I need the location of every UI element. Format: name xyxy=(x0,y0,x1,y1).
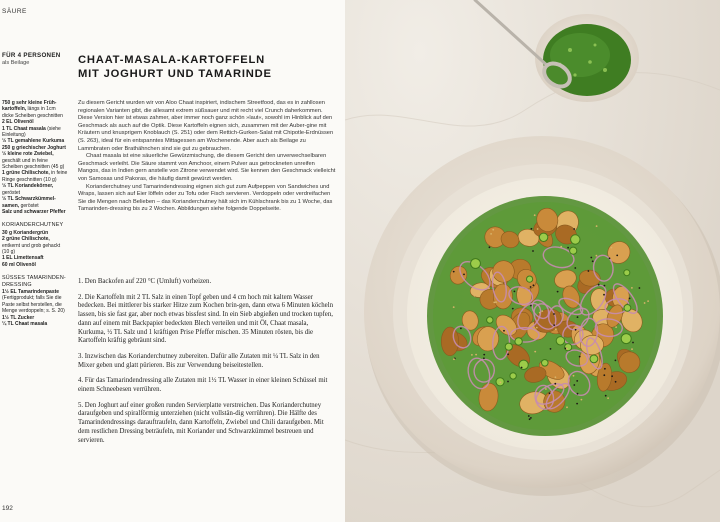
seed xyxy=(631,287,633,289)
ingredient-amount: 2 grüne Chilischote, xyxy=(2,236,50,243)
chili-ring xyxy=(624,270,630,276)
seed xyxy=(567,247,569,249)
seed xyxy=(483,357,485,359)
seed xyxy=(588,270,590,272)
ingredient-note: entkernt und grob gehackt (10 g) xyxy=(2,242,61,255)
food-photo xyxy=(345,0,720,522)
seed xyxy=(592,260,594,262)
seed xyxy=(553,324,555,326)
seed xyxy=(604,285,606,287)
seed xyxy=(523,232,525,234)
left-page xyxy=(0,0,345,522)
ingredient-item xyxy=(2,289,68,315)
seed xyxy=(605,395,607,397)
chili-ring xyxy=(527,276,533,282)
seed xyxy=(453,358,455,360)
ingredient-note: geschält und in feine Scheiben geschnitten (45 g) xyxy=(2,157,65,171)
recipe-title-line2: MIT JOGHURT UND TAMARINDE xyxy=(78,68,272,80)
seed xyxy=(555,328,557,330)
seed xyxy=(521,367,523,369)
ingredient-amount: 250 g griechischer Joghurt xyxy=(2,144,66,151)
ingredient-amount: 1 TL Chaat masala xyxy=(2,125,46,132)
seed xyxy=(453,271,455,273)
method-steps xyxy=(78,278,336,452)
chili-ring xyxy=(590,355,598,363)
seed xyxy=(503,330,505,332)
seed xyxy=(553,313,555,315)
seed xyxy=(573,384,575,386)
section-label: SÄURE xyxy=(2,8,27,15)
ingredients-main xyxy=(2,100,68,215)
seed xyxy=(541,310,543,312)
seed xyxy=(463,274,465,276)
seed xyxy=(534,214,536,216)
seed xyxy=(549,392,551,394)
seed xyxy=(581,399,583,401)
seed xyxy=(500,382,502,384)
chili-ring xyxy=(515,338,522,345)
step-3: 3. Inzwischen das Korianderchutney zubereiten. Dafür alle Zutaten mit ¼ TL Salz in den Mixer geben und glatt pürieren. Bis zur Verwendung beiseitestellen. xyxy=(78,352,320,369)
seed xyxy=(573,228,575,230)
seed xyxy=(554,383,556,385)
ingredient-amount: ½ kleine rote Zwiebel, xyxy=(2,151,54,158)
seed xyxy=(539,312,541,314)
seed xyxy=(531,228,533,230)
ingredient-item xyxy=(2,183,68,196)
chutney-bowl xyxy=(475,0,639,102)
seed xyxy=(631,348,633,350)
seed xyxy=(615,326,617,328)
potato-slice xyxy=(441,327,458,356)
seed xyxy=(596,255,598,257)
ingredient-item xyxy=(2,209,68,215)
chili-ring xyxy=(571,235,580,244)
seed xyxy=(528,415,530,417)
chili-ring xyxy=(505,343,512,350)
step-1: 1. Den Backofen auf 220 °C (Umluft) vorheizen. xyxy=(78,278,212,285)
ingredient-note: in feine Ringe geschnitten (10 g) xyxy=(2,170,68,183)
seed xyxy=(490,233,492,235)
seed xyxy=(576,380,578,382)
chili-ring xyxy=(510,373,516,379)
seed xyxy=(536,327,538,329)
ingredient-item xyxy=(2,321,68,327)
serves-subtitle: als Beilage xyxy=(2,60,30,66)
seed xyxy=(507,353,509,355)
seed xyxy=(533,284,535,286)
seed xyxy=(607,397,609,399)
seed xyxy=(647,300,649,302)
chili-ring xyxy=(542,360,549,367)
seed xyxy=(576,403,578,405)
ingredient-note: (siehe Einleitung) xyxy=(2,125,61,139)
seed xyxy=(566,406,568,408)
ingredient-amount: 1½ TL Zucker xyxy=(2,314,35,321)
seed xyxy=(575,329,577,331)
intro-text xyxy=(78,100,336,214)
seed xyxy=(545,388,547,390)
ingredient-amount: Salz und schwarzer Pfeffer xyxy=(2,208,66,215)
seed xyxy=(507,381,509,383)
page-number: 192 xyxy=(2,505,13,512)
chili-ring xyxy=(556,337,564,345)
seed xyxy=(453,306,455,308)
seed xyxy=(639,287,641,289)
ingredient-amount: 1 grüne Chilischote, xyxy=(2,170,50,177)
ingredient-amount: 30 g Koriandergrün xyxy=(2,229,49,236)
seed xyxy=(514,291,516,293)
ingredient-item xyxy=(2,170,68,183)
chili-ring xyxy=(519,360,528,369)
ingredient-item xyxy=(2,196,68,209)
seed xyxy=(474,295,476,297)
ingredient-amount: 2 EL Olivenöl xyxy=(2,119,34,126)
step-2: 2. Die Kartoffeln mit 2 TL Salz in einen Topf geben und 4 cm hoch mit kaltem Wasser bedecken. Bei mittlerer bis starker Hitze zum Kochen brin-gen, dann etwa 6 Minuten köcheln lassen, bis sie fast gar, aber noch etwas bissfest sind. In ein Sieb abgießen und trocken tupfen, dann auf einem mit Backpapier bedeckten Blech verteilen und mit Öl, Chaat masala, Kurkuma, ½ TL Salz und 1 kräftigen Prise Pfeffer mischen. 35 Minuten rösten, bis die Kartoffeln kräftig gebräunt sind. xyxy=(78,293,333,345)
seed xyxy=(566,348,568,350)
ingredient-note: (Fertigprodukt; falls Sie die Paste selbst herstellen, die Menge verdoppeln; s. S. 20) xyxy=(2,295,65,315)
intro-paragraph: Chaat masala ist eine säuerliche Gewürzmischung, die diesem Gericht den unverwechselbaren Geschmack verleiht. Die Säure stammt von Amchoor, einem Pulver aus getrockneten unreifen Mangos, das in Indien gern anstelle von Zitrone verwendet wird. Sie kennen den Geschmack vielleicht von Samosas und Pakoras, die häufig damit gewürzt werden. xyxy=(78,153,336,182)
ingredient-item xyxy=(2,262,68,268)
seed xyxy=(493,302,495,304)
ingredients-tamarind xyxy=(2,289,68,327)
ingredient-amount: ½ TL Koriandekörner, xyxy=(2,183,54,190)
ingredient-list xyxy=(2,100,68,327)
seed xyxy=(616,255,618,257)
intro-paragraph: Zu diesem Gericht wurden wir von Aloo Chaat inspiriert, indischem Streetfood, das es in zahllosen regionalen Varianten gibt, die allesamt extrem süßsauer und mit recht viel Crunch daherkommen. Diese Version hier ist etwas zahmer, aber immer noch ganz schön »laut«, sowohl im Hinblick auf den Geschmack als auch auf die Optik. Diese Kartoffeln eignen sich, zusammen mit der Auber-gine mit Kräutern und knusprigem Knoblauch (S. 251) oder dem Rettich-Gurken-Salat mit Chipotle-Erdnüssen (S. 263), ideal für ein entspanntes Mittagessen am Wochenende. Aber auch als Beilage zu Lammbraten oder Brathähnchen sind sie gut zu gebrauchen. xyxy=(78,100,334,152)
seed xyxy=(483,354,485,356)
seed xyxy=(603,294,605,296)
seed xyxy=(615,381,617,383)
seed xyxy=(555,376,557,378)
chili-ring xyxy=(487,317,493,323)
seed xyxy=(604,368,606,370)
serves-title: FÜR 4 PERSONEN xyxy=(2,52,61,59)
seed xyxy=(530,286,532,288)
seed xyxy=(590,257,592,259)
seed xyxy=(550,348,552,350)
seed xyxy=(577,393,579,395)
recipe-title xyxy=(78,53,338,81)
ingredient-note: geröstet xyxy=(19,202,39,209)
chutney-title: KORIANDERCHUTNEY xyxy=(2,222,64,229)
ingredient-item xyxy=(2,151,68,170)
ingredient-amount: 750 g sehr kleine Früh-kartoffeln, xyxy=(2,100,57,113)
tamarind-title: SÜSSES TAMARINDEN-DRESSING xyxy=(2,275,66,288)
seed xyxy=(534,351,536,353)
seed xyxy=(471,354,473,356)
seed xyxy=(629,298,631,300)
seed xyxy=(611,375,613,377)
seed xyxy=(577,316,579,318)
seed xyxy=(596,225,598,227)
ingredient-amount: 1 EL Limettensaft xyxy=(2,255,44,262)
ingredient-amount: ½ TL Schwarzkümmel-samen, xyxy=(2,196,56,209)
seed xyxy=(573,375,575,377)
seed xyxy=(615,360,617,362)
seed xyxy=(610,247,612,249)
seed xyxy=(529,418,531,420)
dish-illustration xyxy=(345,0,720,522)
seed xyxy=(557,291,559,293)
chili-ring xyxy=(471,259,481,269)
ingredient-note: geröstet xyxy=(2,189,21,196)
seed xyxy=(492,229,494,231)
seed xyxy=(598,284,600,286)
intro-paragraph: Korianderchutney und Tamarindendressing eignen sich gut zum Aufpeppen von Sandwiches und Wraps, lassen sich auf Eier löffeln oder zu Tofu oder Fisch servieren. Verdoppeln oder verdreifachen Sie die Mengen nach Belieben – das Korianderchutney hält sich im Kühlschrank bis zu 1 Woche, das Tamarinden-dressing bis zu 2 Wochen. Abbildungen siehe folgende Doppelseite. xyxy=(78,183,333,213)
seed xyxy=(609,257,611,259)
ingredient-amount: 1½ EL Tamarindenpaste xyxy=(2,288,60,295)
seed xyxy=(512,308,514,310)
chili-ring xyxy=(621,334,631,344)
seed xyxy=(632,342,634,344)
chili-ring xyxy=(539,233,547,241)
ingredient-item xyxy=(2,236,68,255)
seed xyxy=(530,417,532,419)
seed xyxy=(518,290,520,292)
step-5: 5. Den Joghurt auf einer großen runden Servierplatte verstreichen. Das Korianderchutney daraufgeben und spiralförmig unterziehen (nicht vollstän-dig verrühren). Die Hälfte des Tamarindendressings darauftrаufeln, dann Kartoffeln, Zwiebel und Chili daraufgeben. Mit dem restlichen Dressing beträufeln, mit Koriander und Schwarzkümmel bestreuen und servieren. xyxy=(78,401,324,444)
seed xyxy=(530,305,532,307)
ingredient-item xyxy=(2,100,68,119)
seed xyxy=(579,356,581,358)
seed xyxy=(460,328,462,330)
seed xyxy=(532,250,534,252)
seed xyxy=(537,228,539,230)
ingredient-amount: ¼ TL Chaat masala xyxy=(2,321,48,327)
ingredient-amount: 60 ml Olivenöl xyxy=(2,261,36,268)
ingredient-note: längs in 1cm dicke Scheiben geschnitten xyxy=(2,106,63,119)
ingredient-item xyxy=(2,126,68,139)
step-4: 4. Für das Tamarindendressing alle Zutaten mit 1½ TL Wasser in einer kleinen Schüssel mit einem Schneebesen verrühren. xyxy=(78,377,328,394)
seed xyxy=(603,374,605,376)
seed xyxy=(644,302,646,304)
chili-ring xyxy=(565,344,572,351)
recipe-title-line1: CHAAT-MASALA-KARTOFFELN xyxy=(78,54,266,66)
seed xyxy=(489,246,491,248)
seed xyxy=(495,301,497,303)
ingredient-amount: ½ TL gemahlene Kurkuma xyxy=(2,138,65,145)
seed xyxy=(475,354,477,356)
chili-ring xyxy=(570,247,577,254)
ingredients-chutney xyxy=(2,230,68,268)
seed xyxy=(560,246,562,248)
chili-ring xyxy=(624,305,631,312)
seed xyxy=(574,267,576,269)
